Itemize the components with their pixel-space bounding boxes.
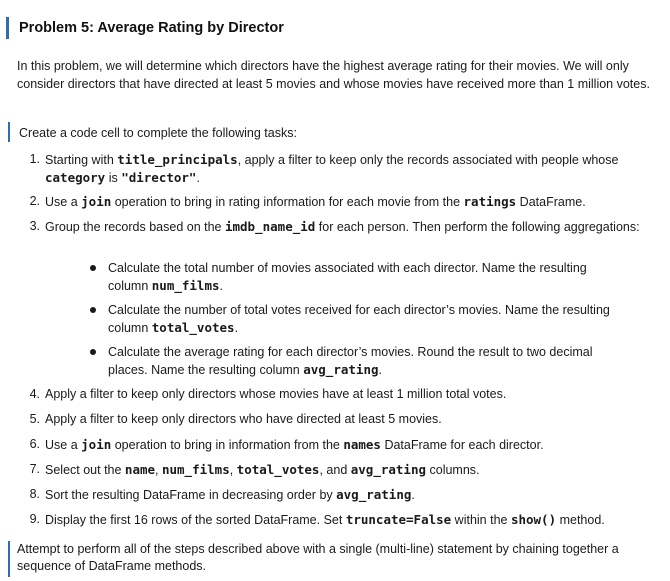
step-text: columns. — [426, 463, 480, 477]
step-number: 4. — [29, 387, 40, 401]
closing-accent-bar — [8, 541, 10, 577]
step-text: Sort the resulting DataFrame in decreasing order by — [45, 488, 337, 502]
bullet-dot-icon — [90, 265, 96, 271]
step-text: Display the first 16 rows of the sorted DataFrame. Set — [45, 513, 346, 527]
step-text: , apply a filter to keep only the records associated with people whose — [237, 153, 619, 167]
step-text: . — [196, 171, 200, 185]
step-6 — [29, 436, 650, 454]
step-text: DataFrame. — [516, 195, 586, 209]
step-number: 3. — [29, 219, 40, 233]
bullet-total-votes — [108, 302, 628, 337]
step-5 — [29, 411, 650, 428]
bullet-text: Calculate the average rating for each director’s movies. Round the result to two decimal places. Name the resulting column — [108, 345, 593, 377]
code-title-principals: title_principals — [117, 152, 238, 167]
step-text: operation to bring in rating information for each movie from the — [111, 195, 464, 209]
step-number: 2. — [29, 194, 40, 208]
task-block — [8, 122, 670, 142]
page-title: Problem 5: Average Rating by Director — [6, 17, 284, 39]
code-avg-rating: avg_rating — [350, 462, 427, 477]
step-text: , and — [319, 463, 351, 477]
step-7 — [29, 461, 650, 479]
code-num-films: num_films — [151, 278, 220, 293]
code-num-films: num_films — [161, 462, 230, 477]
code-truncate-false: truncate=False — [345, 512, 452, 527]
step-text: Group the records based on the — [45, 220, 225, 234]
step-text: Use a — [45, 438, 82, 452]
code-total-votes: total_votes — [151, 320, 235, 335]
step-3 — [29, 218, 650, 236]
step-text: Use a — [45, 195, 82, 209]
code-director: "director" — [121, 170, 197, 185]
closing-paragraph: Attempt to perform all of the steps described above with a single (multi-line) statement by chaining together a sequence of DataFrame methods. — [17, 542, 619, 573]
code-category: category — [45, 170, 106, 185]
code-join: join — [81, 194, 112, 209]
code-show: show() — [510, 512, 557, 527]
code-avg-rating: avg_rating — [303, 362, 379, 377]
code-imdb-name-id: imdb_name_id — [224, 219, 316, 234]
bullet-dot-icon — [90, 307, 96, 313]
step-2 — [29, 193, 650, 211]
step-number: 7. — [29, 462, 40, 476]
step-text: Apply a filter to keep only directors who have directed at least 5 movies. — [45, 412, 442, 426]
bullet-text: . — [219, 279, 223, 293]
code-names: names — [343, 437, 381, 452]
step-8 — [29, 486, 650, 504]
bullet-num-films — [108, 260, 628, 295]
step-text: Starting with — [45, 153, 118, 167]
step-text: DataFrame for each director. — [380, 438, 544, 452]
bullet-text: . — [234, 321, 239, 335]
step-text: Select out the — [45, 463, 125, 477]
step-text: operation to bring in information from the — [111, 438, 344, 452]
bullet-text: . — [378, 363, 382, 377]
step-number: 9. — [29, 512, 40, 526]
code-avg-rating: avg_rating — [336, 487, 412, 502]
step-text: within the — [451, 513, 511, 527]
step-number: 6. — [29, 437, 40, 451]
step-number: 1. — [29, 152, 40, 166]
step-text: method. — [556, 513, 605, 527]
code-name: name — [124, 462, 156, 477]
step-text: for each person. Then perform the following aggregations: — [315, 220, 640, 234]
intro-paragraph: In this problem, we will determine which directors have the highest average rating for their movies. We will only consider directors that have directed at least 5 movies and whose movies have received more than 1 million votes. — [17, 59, 650, 91]
task-intro: Create a code cell to complete the following tasks: — [19, 126, 297, 140]
bullet-text: Calculate the number of total votes received for each director’s movies. Name the resulting column — [108, 303, 610, 335]
code-total-votes: total_votes — [236, 462, 320, 477]
bullet-avg-rating — [108, 344, 628, 379]
bullet-dot-icon — [90, 349, 96, 355]
step-text: Apply a filter to keep only directors whose movies have at least 1 million total votes. — [45, 387, 507, 401]
step-text: , — [155, 463, 162, 477]
step-text: is — [105, 171, 122, 185]
step-text: , — [229, 463, 237, 477]
bullet-text: Calculate the total number of movies associated with each director. Name the resulting column — [108, 261, 587, 293]
step-1 — [29, 151, 650, 187]
step-number: 5. — [29, 412, 40, 426]
code-join: join — [81, 437, 112, 452]
step-4 — [29, 386, 650, 403]
step-text: . — [411, 488, 415, 502]
step-number: 8. — [29, 487, 40, 501]
code-ratings: ratings — [463, 194, 517, 209]
step-9 — [29, 511, 650, 529]
